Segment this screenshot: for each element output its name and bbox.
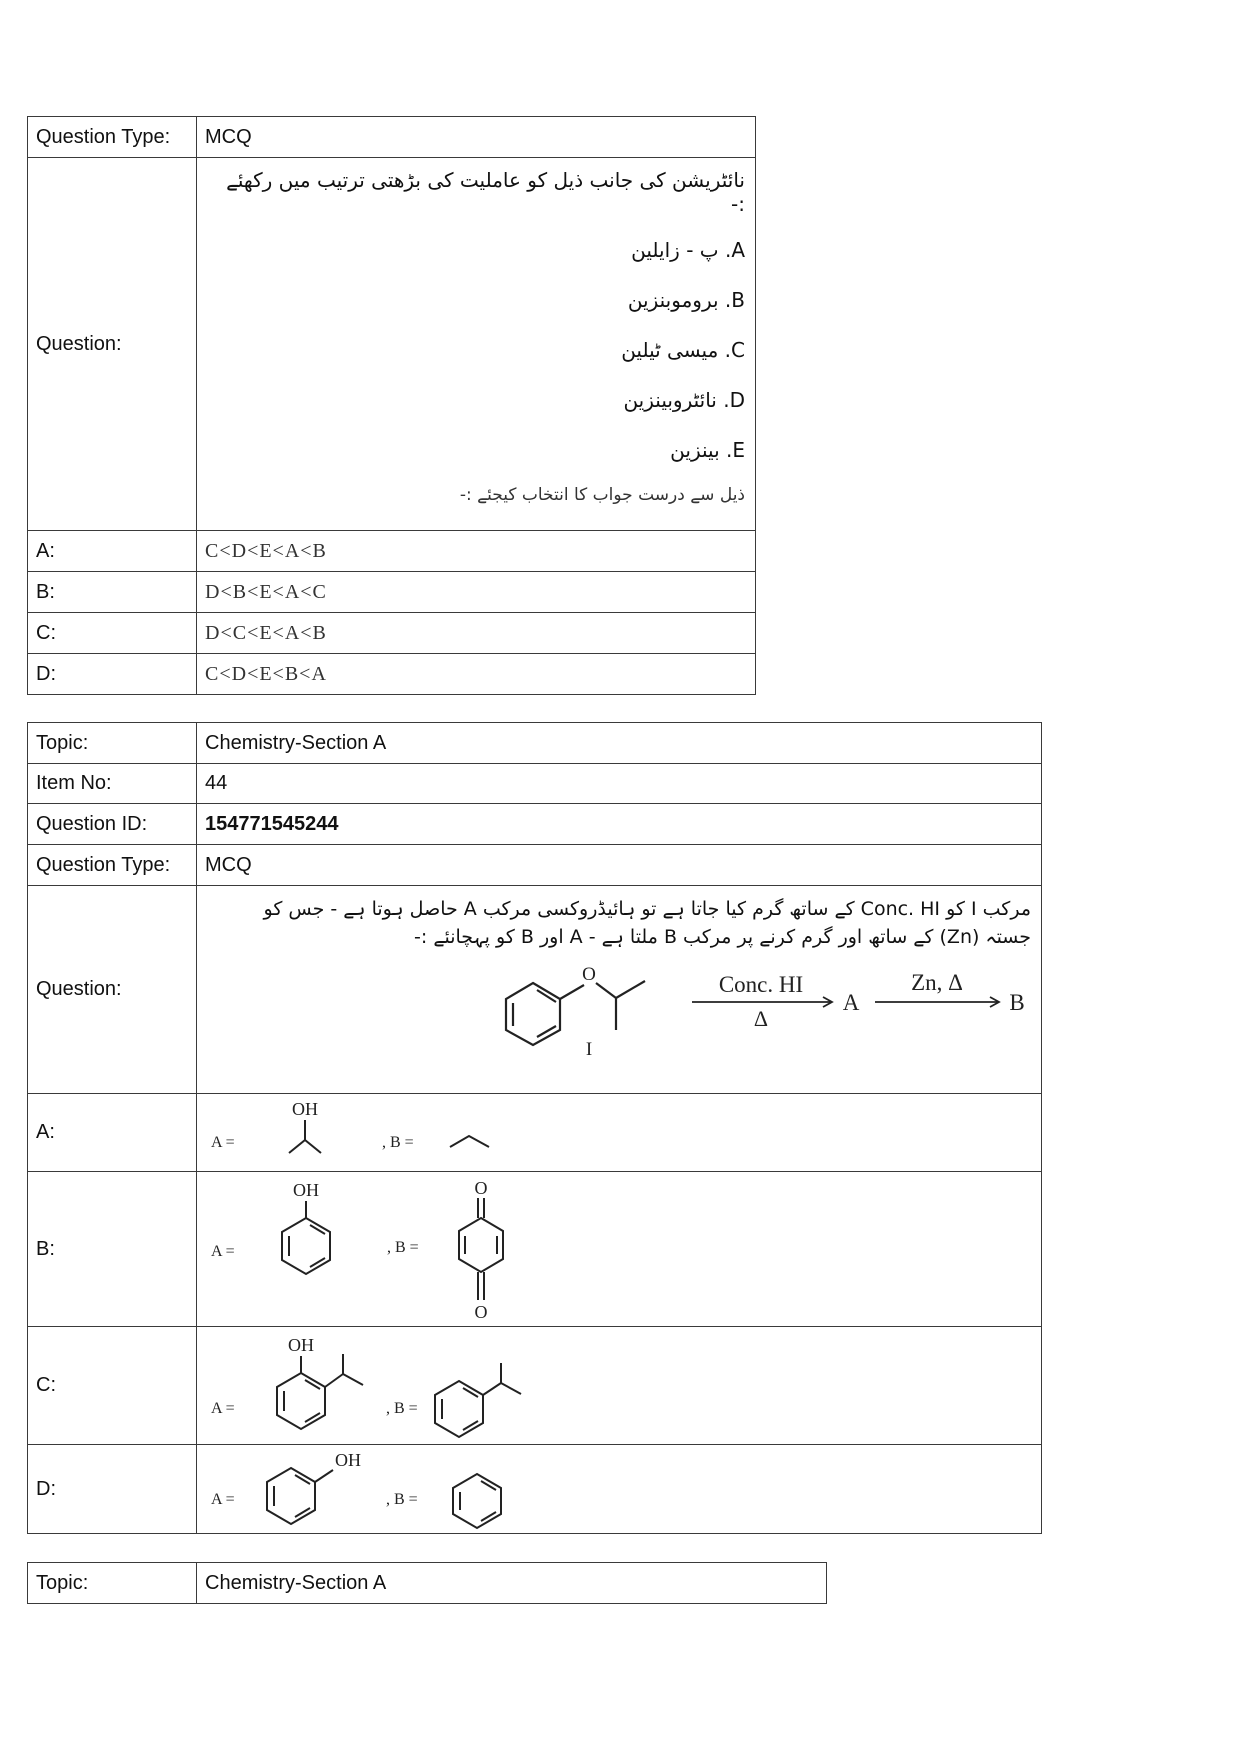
option-c-structures <box>205 1329 565 1443</box>
option-b-a-equals: A = <box>211 1243 235 1260</box>
option-a-label: A: <box>28 531 197 572</box>
option-d-value: C<D<E<B<A <box>197 654 756 695</box>
option-b-oxygen-bottom: O <box>474 1302 488 1322</box>
question-content <box>197 158 756 531</box>
reagent-1-condition: Δ <box>753 1006 769 1031</box>
question-label: Question: <box>28 886 197 1094</box>
question-type-label: Question Type: <box>28 845 197 886</box>
question-label: Question: <box>28 158 197 531</box>
topic-label: Topic: <box>28 723 197 764</box>
propane-structure <box>450 1136 489 1147</box>
topic-value: Chemistry-Section A <box>197 1563 827 1604</box>
benzene-structure <box>453 1474 501 1528</box>
option-b-b-equals: , B = <box>387 1239 419 1256</box>
product-b-label: B <box>1009 990 1025 1015</box>
option-b-structures <box>205 1174 535 1324</box>
option-d-b-equals: , B = <box>386 1491 418 1508</box>
question-type-value: MCQ <box>197 117 756 158</box>
option-d-label: D: <box>28 654 197 695</box>
option-a-b-equals: , B = <box>382 1133 414 1151</box>
question-type-value: MCQ <box>197 845 1042 886</box>
option-a-structures <box>205 1095 535 1171</box>
option-b-value: D<B<E<A<C <box>197 572 756 613</box>
cumene-structure <box>435 1363 521 1437</box>
reaction-scheme <box>207 948 1042 1060</box>
option-a-content <box>197 1094 1042 1172</box>
option-c-label: C: <box>28 1327 197 1445</box>
question-content <box>197 886 1042 1094</box>
question-id-value: 154771545244 <box>197 804 1042 845</box>
option-b-label: B: <box>28 572 197 613</box>
item-no-label: Item No: <box>28 764 197 804</box>
option-c-content <box>197 1327 1042 1445</box>
question-type-label: Question Type: <box>28 117 197 158</box>
reagent-2-label: Zn, Δ <box>911 970 963 995</box>
option-a-a-equals: A = <box>211 1133 235 1151</box>
option-d-oh-label: OH <box>335 1450 361 1470</box>
compound-i-structure <box>506 981 645 1045</box>
isopropylphenol-structure <box>277 1354 363 1429</box>
question-id-label: Question ID: <box>28 804 197 845</box>
topic-value: Chemistry-Section A <box>197 723 1042 764</box>
option-b-oh-label: OH <box>293 1180 319 1200</box>
option-c-b-equals: , B = <box>386 1399 418 1417</box>
option-b-label: B: <box>28 1172 197 1327</box>
compound-i-label: I <box>585 1039 593 1060</box>
option-a-value: C<D<E<A<B <box>197 531 756 572</box>
option-b-content <box>197 1172 1042 1327</box>
option-d-content <box>197 1445 1042 1534</box>
item-no-value: 44 <box>197 764 1042 804</box>
reaction-arrow-2 <box>875 997 999 1007</box>
ether-oxygen-label: O <box>582 964 596 985</box>
question-item-e: E. بینزین <box>670 438 745 462</box>
phenol-structure <box>282 1201 330 1274</box>
option-c-value: D<C<E<A<B <box>197 613 756 654</box>
question-item-b: B. بروموبنزین <box>627 288 745 312</box>
question-footer: ذیل سے درست جواب کا انتخاب کیجئے :- <box>459 485 745 505</box>
question-table-2 <box>27 722 1042 1534</box>
option-c-label: C: <box>28 613 197 654</box>
question-item-a: A. پ - زایلین <box>631 238 745 262</box>
question-item-d: D. نائٹروبینزین <box>623 388 745 412</box>
option-c-oh-label: OH <box>288 1334 314 1355</box>
option-a-label: A: <box>28 1094 197 1172</box>
topic-label: Topic: <box>28 1563 197 1604</box>
option-b-oxygen-top: O <box>474 1178 488 1198</box>
option-d-a-equals: A = <box>211 1491 235 1508</box>
question-table-3 <box>27 1562 827 1604</box>
reagent-1-label: Conc. HI <box>718 972 804 997</box>
benzyl-alcohol-structure <box>267 1468 333 1524</box>
question-table-1 <box>27 116 756 695</box>
benzoquinone-structure <box>459 1198 503 1300</box>
option-a-oh-label: OH <box>292 1098 318 1119</box>
product-a-label: A <box>842 990 860 1015</box>
option-d-label: D: <box>28 1445 197 1534</box>
option-c-a-equals: A = <box>211 1399 235 1417</box>
question-intro: نائٹریشن کی جانب ذیل کو عاملیت کی بڑھتی ترتیب میں رکھئے :- <box>226 168 745 216</box>
option-d-structures <box>205 1446 535 1532</box>
question-line-1: مرکب I کو Conc. HI کے ساتھ گرم کیا جاتا ہے تو ہائیڈروکسی مرکب A حاصل ہوتا ہے - جس کو <box>263 898 1031 920</box>
question-line-2: جستہ (Zn) کے ساتھ اور گرم کرنے پر مرکب B ملتا ہے - A اور B کو پہچانئے :- <box>414 926 1031 948</box>
isopropanol-structure <box>289 1120 321 1153</box>
question-item-c: C. میسی ٹیلین <box>621 338 745 362</box>
